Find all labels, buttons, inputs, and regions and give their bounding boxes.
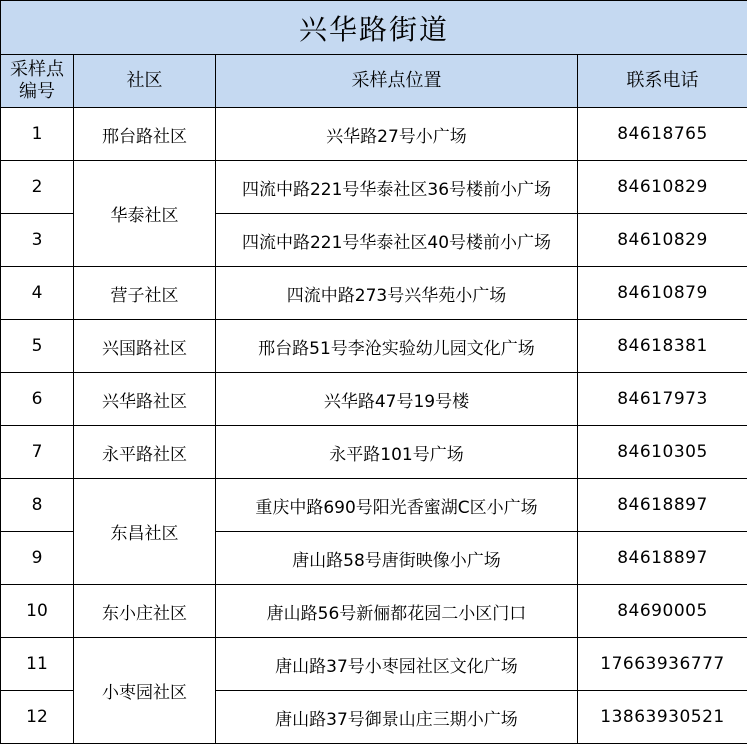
cell-location: 兴华路47号19号楼 — [216, 373, 578, 426]
cell-phone: 84618897 — [578, 479, 747, 532]
cell-no: 11 — [1, 638, 74, 691]
cell-community: 东昌社区 — [74, 479, 216, 585]
cell-phone: 84618897 — [578, 532, 747, 585]
cell-no: 10 — [1, 585, 74, 638]
header-community: 社区 — [74, 55, 216, 108]
cell-phone: 84618765 — [578, 108, 747, 161]
header-no — [1, 55, 74, 108]
table-row — [1, 426, 747, 479]
cell-phone: 84610305 — [578, 426, 747, 479]
cell-no: 1 — [1, 108, 74, 161]
cell-no: 5 — [1, 320, 74, 373]
cell-no: 2 — [1, 161, 74, 214]
cell-community: 营子社区 — [74, 267, 216, 320]
cell-location: 邢台路51号李沧实验幼儿园文化广场 — [216, 320, 578, 373]
table-row — [1, 373, 747, 426]
table-row — [1, 267, 747, 320]
cell-community: 永平路社区 — [74, 426, 216, 479]
cell-no: 7 — [1, 426, 74, 479]
table-row — [1, 161, 747, 214]
cell-phone: 84610829 — [578, 161, 747, 214]
cell-phone: 84690005 — [578, 585, 747, 638]
header-row — [1, 55, 747, 108]
table-row — [1, 320, 747, 373]
cell-phone: 13863930521 — [578, 691, 747, 744]
header-no-line1: 采样点 — [10, 59, 64, 80]
cell-location: 四流中路273号兴华苑小广场 — [216, 267, 578, 320]
cell-community: 东小庄社区 — [74, 585, 216, 638]
cell-location: 重庆中路690号阳光香蜜湖C区小广场 — [216, 479, 578, 532]
cell-no: 9 — [1, 532, 74, 585]
cell-location: 唐山路58号唐街映像小广场 — [216, 532, 578, 585]
cell-no: 6 — [1, 373, 74, 426]
cell-phone: 84618381 — [578, 320, 747, 373]
table-row — [1, 108, 747, 161]
cell-community: 华泰社区 — [74, 161, 216, 267]
cell-phone: 17663936777 — [578, 638, 747, 691]
cell-no: 8 — [1, 479, 74, 532]
cell-location: 唐山路37号小枣园社区文化广场 — [216, 638, 578, 691]
cell-phone: 84617973 — [578, 373, 747, 426]
cell-location: 兴华路27号小广场 — [216, 108, 578, 161]
table-title: 兴华路街道 — [1, 1, 747, 55]
header-no-line2: 编号 — [19, 81, 55, 102]
cell-location: 永平路101号广场 — [216, 426, 578, 479]
cell-phone: 84610879 — [578, 267, 747, 320]
cell-no: 3 — [1, 214, 74, 267]
table-row — [1, 638, 747, 691]
cell-community: 小枣园社区 — [74, 638, 216, 744]
cell-no: 4 — [1, 267, 74, 320]
cell-location: 四流中路221号华泰社区36号楼前小广场 — [216, 161, 578, 214]
cell-community: 邢台路社区 — [74, 108, 216, 161]
cell-phone: 84610829 — [578, 214, 747, 267]
cell-community: 兴华路社区 — [74, 373, 216, 426]
table-row — [1, 479, 747, 532]
header-phone: 联系电话 — [578, 55, 747, 108]
table-row — [1, 585, 747, 638]
cell-location: 四流中路221号华泰社区40号楼前小广场 — [216, 214, 578, 267]
cell-location: 唐山路37号御景山庄三期小广场 — [216, 691, 578, 744]
header-location: 采样点位置 — [216, 55, 578, 108]
cell-no: 12 — [1, 691, 74, 744]
cell-community: 兴国路社区 — [74, 320, 216, 373]
cell-location: 唐山路56号新俪都花园二小区门口 — [216, 585, 578, 638]
